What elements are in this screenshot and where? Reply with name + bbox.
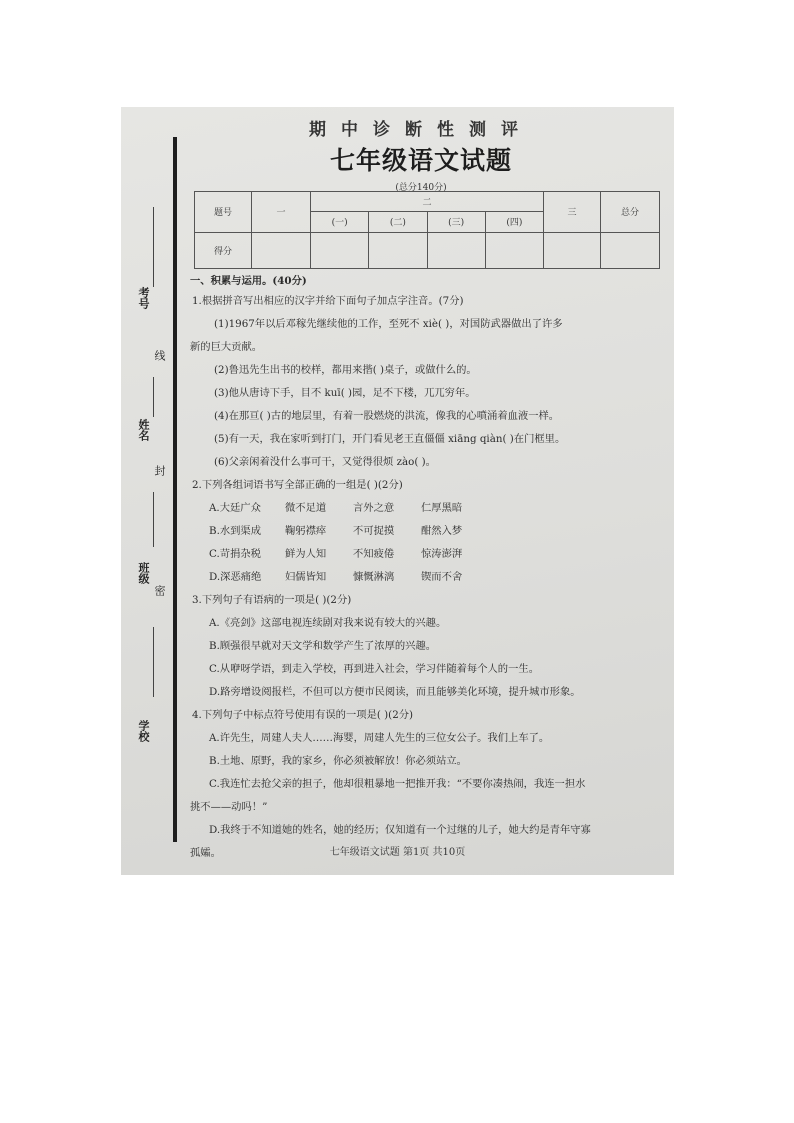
score-table-sub-4: (四) <box>485 212 543 232</box>
q2-option-word: A.大廷广众 <box>209 502 261 514</box>
score-table-col-total: 总分 <box>601 192 660 233</box>
binding-blank-school <box>153 627 154 697</box>
q1-item: (2)鲁迅先生出书的校样，都用来揩( )桌子，或做什么的。 <box>214 364 477 376</box>
q1-item: (6)父亲闲着没什么事可干，又觉得很烦 zào( )。 <box>214 456 436 468</box>
q4-option: C.我连忙去抢父亲的担子，他却很粗暴地一把推开我：“不要你凑热闹，我连一担水 <box>209 778 586 790</box>
q2-option-word: B.水到渠成 <box>209 525 262 537</box>
binding-label-school: 学校 <box>137 720 150 742</box>
section-heading: 一、积累与运用。(40分) <box>190 275 307 287</box>
q2-option-word: 言外之意 <box>353 502 395 514</box>
q2-option-word: 不知疲倦 <box>353 548 395 560</box>
q2-stem: 2.下列各组词语书写全部正确的一组是( )(2分) <box>192 479 403 491</box>
exam-subtitle: 期中诊断性测评 <box>309 120 533 140</box>
q3-option: C.从咿呀学语，到走入学校，再到进入社会，学习伴随着每个人的一生。 <box>209 663 539 675</box>
score-table-col-1: 一 <box>252 192 311 233</box>
score-cell[interactable] <box>427 232 485 269</box>
q4-option-cont: 挑不——动吗！” <box>190 801 268 813</box>
q3-stem: 3.下列句子有语病的一项是( )(2分) <box>192 594 352 606</box>
binding-label-class: 班级 <box>137 562 150 584</box>
q2-option-word: 锲而不舍 <box>421 571 463 583</box>
score-table-sub-2: (二) <box>369 212 427 232</box>
binding-seal-line: 线 <box>153 350 166 361</box>
q1-item: (1)1967年以后邓稼先继续他的工作，至死不 xiè( )，对国防武器做出了许多 <box>214 318 563 330</box>
q2-option-word: D.深恶痛绝 <box>209 571 262 583</box>
q2-option-word: 微不足道 <box>285 502 327 514</box>
q2-option <box>190 566 672 589</box>
score-table-col-2: 二 <box>311 192 544 212</box>
score-table-header-label: 题号 <box>195 192 252 233</box>
q3-option: B.顾强很早就对天文学和数学产生了浓厚的兴趣。 <box>209 640 437 652</box>
q2-option <box>190 520 672 543</box>
binding-blank-class <box>153 492 154 547</box>
score-cell[interactable] <box>485 232 543 269</box>
q2-option-word: C.苛捐杂税 <box>209 548 261 560</box>
q2-option-word: 惊涛澎湃 <box>421 548 463 560</box>
binding-line <box>173 137 177 842</box>
exam-title: 七年级语文试题 <box>329 146 512 175</box>
exam-total-score: (总分140分) <box>395 183 447 193</box>
page-footer: 七年级语文试题 第1页 共10页 <box>329 847 466 858</box>
score-cell[interactable] <box>252 232 311 269</box>
q1-item: (3)他从唐诗下手，目不 kuī( )园，足不下楼，兀兀穷年。 <box>214 387 476 399</box>
score-table-sub-1: (一) <box>311 212 369 232</box>
binding-label-name: 姓名 <box>137 419 150 441</box>
q2-option <box>190 543 672 566</box>
q2-option <box>190 497 672 520</box>
q2-option-word: 仁厚黑暗 <box>421 502 463 514</box>
q1-stem: 1.根据拼音写出相应的汉字并给下面句子加点字注音。(7分) <box>192 295 464 307</box>
q2-option-word: 慷慨淋漓 <box>353 571 395 583</box>
q2-option-word: 鞠躬襟瘁 <box>285 525 327 537</box>
q4-option: A.许先生，周建人夫人……海婴，周建人先生的三位女公子。我们上车了。 <box>209 732 550 744</box>
q2-option-word: 妇儒皆知 <box>285 571 327 583</box>
q1-item: (5)有一天，我在家听到打门，开门看见老王直僵僵 xiāng qiàn( )在门框里。 <box>214 433 566 445</box>
score-cell[interactable] <box>601 232 660 269</box>
score-table-sub-3: (三) <box>427 212 485 232</box>
binding-seal-seal: 封 <box>153 465 166 476</box>
score-table-col-3: 三 <box>544 192 601 233</box>
q4-stem: 4.下列句子中标点符号使用有误的一项是( )(2分) <box>192 709 414 721</box>
binding-seal-secret: 密 <box>153 585 166 596</box>
score-table <box>194 191 660 269</box>
score-cell[interactable] <box>369 232 427 269</box>
binding-blank-exam-number <box>153 207 154 287</box>
q1-item: 新的巨大贡献。 <box>190 341 263 353</box>
score-table-row-label: 得分 <box>195 232 252 269</box>
q2-option-word: 酣然入梦 <box>421 525 463 537</box>
binding-blank-name <box>153 377 154 417</box>
score-cell[interactable] <box>311 232 369 269</box>
q1-item: (4)在那亘( )古的地层里，有着一股燃烧的洪流，像我的心噴涌着血液一样。 <box>214 410 560 422</box>
q3-option: D.路旁增设阅报栏，不但可以方便市民阅读，而且能够美化环境，提升城市形象。 <box>209 686 581 698</box>
exam-content <box>190 272 672 865</box>
q4-option: D.我终于不知道她的姓名，她的经历；仅知道有一个过继的儿子，她大约是青年守寡 <box>209 824 591 836</box>
q2-option-word: 不可捉摸 <box>353 525 395 537</box>
binding-label-exam-number: 考号 <box>137 287 150 309</box>
q2-option-word: 鲜为人知 <box>285 548 327 560</box>
exam-photo <box>121 107 674 875</box>
q4-option-cont: 孤孀。 <box>190 847 221 859</box>
score-cell[interactable] <box>544 232 601 269</box>
q4-option: B.土地、原野，我的家乡，你必须被解放！你必须站立。 <box>209 755 467 767</box>
q3-option: A.《亮剑》这部电视连续剧对我来说有较大的兴趣。 <box>209 617 447 629</box>
